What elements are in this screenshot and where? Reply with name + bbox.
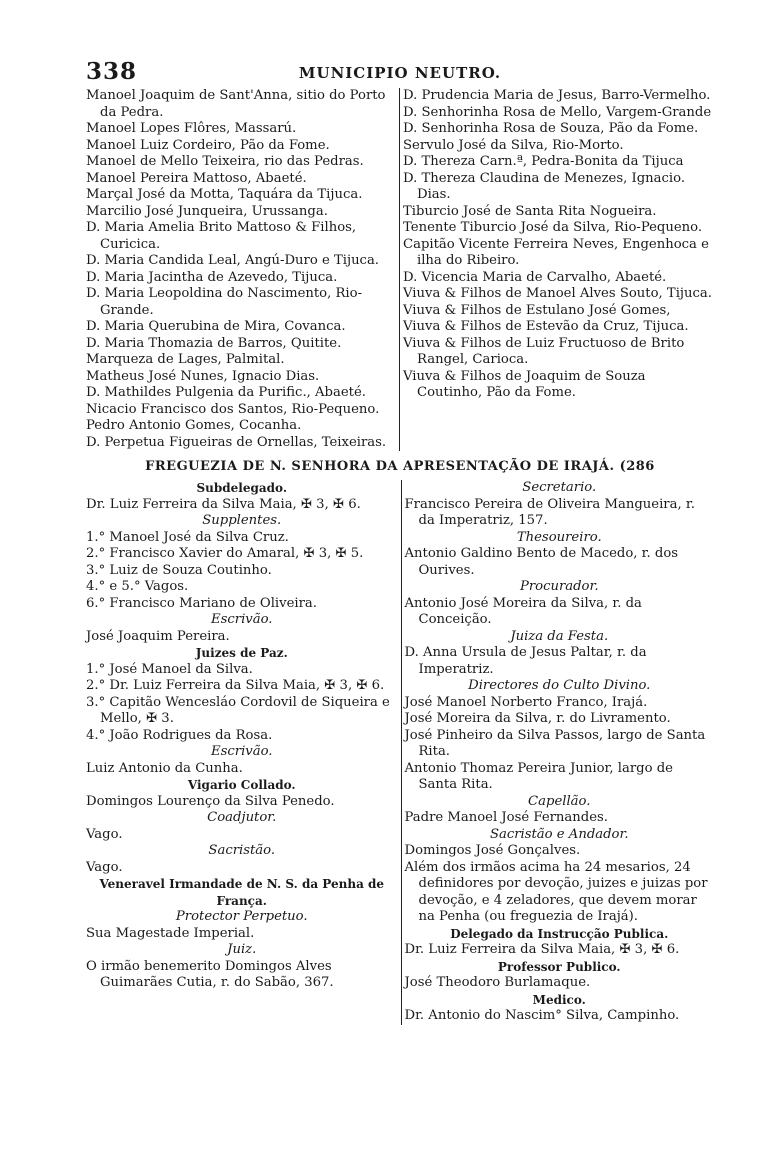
- directory-entry: Dr. Antonio do Nascim° Silva, Campinho.: [404, 1008, 680, 1023]
- section-heading: Veneravel Irmandade de N. S. da Penha de França.: [99, 877, 385, 908]
- directory-entry: Antonio Thomaz Pereira Junior, largo de Santa Rita.: [404, 760, 673, 792]
- directory-entry: Antonio José Moreira da Silva, r. da Conceição.: [404, 595, 642, 627]
- role-heading: Juiz.: [227, 942, 257, 957]
- resident-entry: Marqueza de Lages, Palmital.: [86, 352, 285, 367]
- resident-entry: D. Perpetua Figueiras de Ornellas, Teixeiras.: [86, 434, 387, 450]
- directory-entry: Luiz Antonio da Cunha.: [86, 760, 243, 776]
- running-title: MUNICIPIO NEUTRO.: [298, 64, 502, 82]
- directory-entry: O irmão benemerito Domingos Alves Guimarães Cutia, r. do Sabão, 367.: [86, 958, 334, 990]
- resident-entry: D. Maria Candida Leal, Angú-Duro e Tijuca.: [86, 253, 379, 268]
- section-heading: Subdelegado.: [196, 481, 288, 495]
- role-heading: Procurador.: [519, 579, 599, 594]
- role-heading: Directores do Culto Divino.: [468, 678, 651, 693]
- directory-entry: 4.° João Rodrigues da Rosa.: [86, 727, 273, 743]
- role-heading: Escrivão.: [210, 744, 273, 759]
- resident-entry: Marcilio José Junqueira, Urussanga.: [86, 203, 328, 219]
- resident-entry: D. Vicencia Maria de Carvalho, Abaeté.: [403, 269, 667, 285]
- directory-entry: 1.° Manoel José da Silva Cruz.: [86, 529, 289, 545]
- directory-entry: 3.° Capitão Wencesláo Cordovil de Siqueira e Mello, ✠ 3.: [86, 694, 390, 726]
- role-heading: Sacristão.: [208, 843, 276, 858]
- directory-entry: José Joaquim Pereira.: [86, 628, 230, 644]
- right-column-residents: [400, 88, 713, 451]
- directory-entry: 1.° José Manoel da Silva.: [86, 661, 253, 677]
- resident-entry: Tenente Tiburcio José da Silva, Rio-Pequeno.: [403, 220, 703, 235]
- directory-entry: José Manoel Norberto Franco, Irajá.: [404, 694, 648, 710]
- resident-entry: D. Thereza Carn.ª, Pedra-Bonita da Tijuca: [403, 154, 684, 169]
- section-heading: Medico.: [532, 992, 586, 1007]
- directory-entry: 4.° e 5.° Vagos.: [86, 579, 189, 594]
- role-heading: Protector Perpetuo.: [175, 909, 308, 924]
- directory-entry: 3.° Luiz de Souza Coutinho.: [86, 562, 272, 578]
- lower-columns: [86, 480, 714, 1025]
- directory-entry: Francisco Pereira de Oliveira Mangueira, r. da Imperatriz, 157.: [404, 496, 695, 528]
- resident-entry: D. Maria Jacintha de Azevedo, Tijuca.: [86, 269, 338, 285]
- section-heading: Delegado da Instrucção Publica.: [450, 926, 669, 941]
- role-heading: Coadjutor.: [207, 810, 277, 825]
- left-column-residents: [86, 88, 400, 451]
- resident-entry: Viuva & Filhos de Luiz Fructuoso de Brito Rangel, Carioca.: [403, 335, 685, 367]
- role-heading: Capellão.: [528, 793, 591, 809]
- resident-entry: Manoel Pereira Mattoso, Abaeté.: [86, 170, 307, 186]
- role-heading: Thesoureiro.: [516, 529, 602, 545]
- page-header: [86, 58, 714, 88]
- resident-entry: Tiburcio José de Santa Rita Nogueira.: [403, 203, 657, 219]
- resident-entry: Manoel de Mello Teixeira, rio das Pedras.: [86, 154, 364, 169]
- section-heading: Vigario Collado.: [187, 778, 296, 792]
- resident-entry: Pedro Antonio Gomes, Cocanha.: [86, 418, 302, 433]
- directory-entry: Domingos Lourenço da Silva Penedo.: [86, 793, 335, 809]
- resident-entry: Matheus José Nunes, Ignacio Dias.: [86, 368, 320, 384]
- directory-entry: 2.° Francisco Xavier do Amaral, ✠ 3, ✠ 5.: [86, 546, 364, 561]
- directory-entry: Padre Manoel José Fernandes.: [404, 810, 608, 825]
- resident-entry: Manoel Lopes Flôres, Massarú.: [86, 121, 297, 136]
- directory-entry: Sua Magestade Imperial.: [86, 925, 255, 941]
- directory-entry: Antonio Galdino Bento de Macedo, r. dos Ourives.: [404, 546, 679, 578]
- directory-entry: 2.° Dr. Luiz Ferreira da Silva Maia, ✠ 3, ✠ 6.: [86, 678, 385, 693]
- resident-entry: Manoel Joaquim de Sant'Anna, sitio do Porto da Pedra.: [86, 88, 386, 120]
- left-column-officials: [86, 480, 402, 1025]
- resident-entry: D. Mathildes Pulgenia da Purific., Abaeté.: [86, 385, 366, 400]
- resident-entry: Capitão Vicente Ferreira Neves, Engenhoca e ilha do Ribeiro.: [403, 236, 709, 268]
- directory-entry: Domingos José Gonçalves.: [404, 843, 581, 858]
- role-heading: Supplentes.: [202, 513, 282, 528]
- resident-entry: D. Maria Amelia Brito Mattoso & Filhos, Curicica.: [86, 220, 357, 252]
- resident-entry: Viuva & Filhos de Manoel Alves Souto, Tijuca.: [403, 286, 712, 301]
- directory-entry: D. Anna Ursula de Jesus Paltar, r. da Imperatriz.: [404, 645, 647, 677]
- directory-page: [86, 58, 714, 1025]
- role-heading: Escrivão.: [210, 612, 273, 627]
- role-heading: Secretario.: [522, 480, 597, 495]
- resident-entry: D. Maria Thomazia de Barros, Quitite.: [86, 335, 342, 351]
- section-heading: Juizes de Paz.: [195, 646, 288, 660]
- top-columns: [86, 88, 714, 451]
- section-title: FREGUEZIA DE N. SENHORA DA APRESENTAÇÃO DE IRAJÁ. (286: [145, 459, 655, 474]
- directory-entry: Dr. Luiz Ferreira da Silva Maia, ✠ 3, ✠ 6.: [86, 496, 361, 512]
- resident-entry: D. Senhorinha Rosa de Mello, Vargem-Grande: [403, 104, 712, 120]
- resident-entry: Marçal José da Motta, Taquára da Tijuca.: [86, 187, 363, 202]
- resident-entry: Servulo José da Silva, Rio-Morto.: [403, 137, 624, 153]
- directory-entry: Vago.: [86, 859, 123, 875]
- right-column-officials: [402, 480, 715, 1025]
- resident-entry: Viuva & Filhos de Estulano José Gomes,: [403, 302, 671, 318]
- directory-entry: José Theodoro Burlamaque.: [404, 975, 591, 990]
- resident-entry: D. Maria Querubina de Mira, Covanca.: [86, 319, 346, 334]
- directory-entry: José Pinheiro da Silva Passos, largo de Santa Rita.: [404, 727, 706, 759]
- directory-entry: 6.° Francisco Mariano de Oliveira.: [86, 595, 317, 611]
- resident-entry: D. Maria Leopoldina do Nascimento, Rio-Grande.: [86, 286, 363, 318]
- resident-entry: Viuva & Filhos de Joaquim de Souza Coutinho, Pão da Fome.: [403, 368, 646, 400]
- directory-entry: Além dos irmãos acima ha 24 mesarios, 24 definidores por devoção, juizes e juizas por devoção, e 4 zeladores, que devem morar na Penha (ou freguezia de Irajá).: [404, 859, 708, 924]
- resident-entry: D. Prudencia Maria de Jesus, Barro-Vermelho.: [403, 88, 711, 103]
- resident-entry: Viuva & Filhos de Estevão da Cruz, Tijuca.: [403, 319, 689, 334]
- role-heading: Sacristão e Andador.: [489, 826, 629, 842]
- directory-entry: Dr. Luiz Ferreira da Silva Maia, ✠ 3, ✠ 6.: [404, 942, 680, 957]
- page-number: 338: [86, 58, 138, 85]
- resident-entry: D. Senhorinha Rosa de Souza, Pão da Fome.: [403, 121, 699, 136]
- section-heading: Professor Publico.: [497, 959, 621, 974]
- directory-entry: José Moreira da Silva, r. do Livramento.: [404, 711, 671, 726]
- directory-entry: Vago.: [86, 826, 123, 842]
- resident-entry: Nicacio Francisco dos Santos, Rio-Pequeno.: [86, 401, 380, 417]
- resident-entry: Manoel Luiz Cordeiro, Pão da Fome.: [86, 137, 330, 153]
- role-heading: Juiza da Festa.: [510, 628, 609, 644]
- resident-entry: D. Thereza Claudina de Menezes, Ignacio. Dias.: [403, 170, 686, 202]
